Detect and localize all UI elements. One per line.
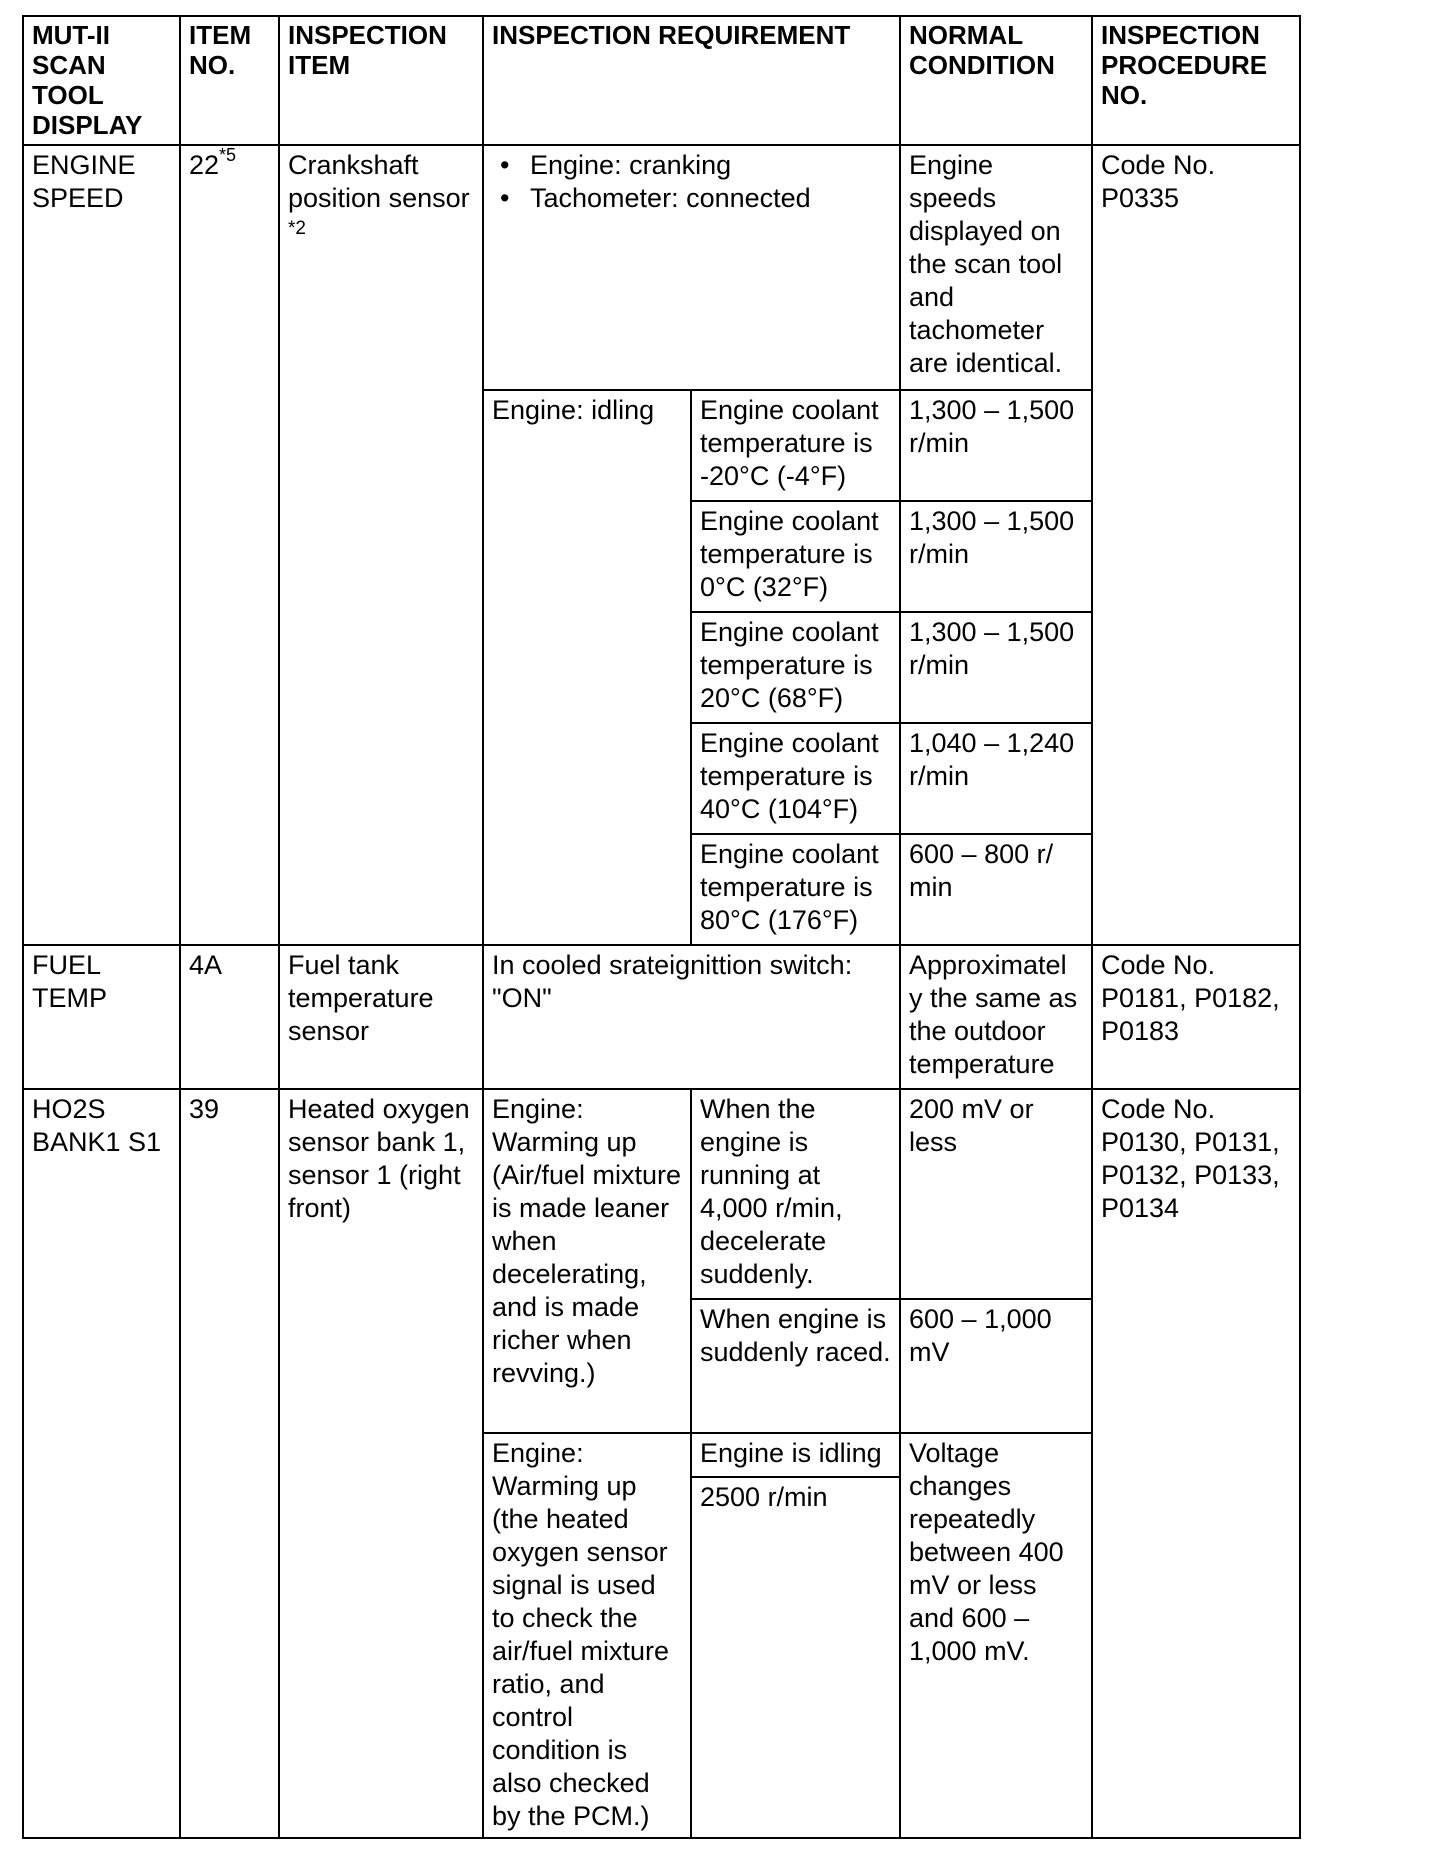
voltage-normal: Voltage changes repeatedly between 400 mV or less and 600 – 1,000 mV. <box>900 1433 1092 1838</box>
table-row <box>23 1089 1300 1299</box>
header-inspection-procedure: INSPECTION PROCEDURE NO. <box>1092 16 1300 145</box>
coolant-normal: 1,300 – 1,500 r/min <box>900 501 1092 612</box>
table-row <box>23 945 1300 1089</box>
fuel-temp-procedure: Code No. P0181, P0182, P0183 <box>1092 945 1300 1089</box>
coolant-normal: 1,300 – 1,500 r/min <box>900 390 1092 501</box>
header-inspection-requirement: INSPECTION REQUIREMENT <box>483 16 900 145</box>
engine-speed-item <box>279 145 483 945</box>
coolant-condition: Engine coolant temperature is 20°C (68°F) <box>691 612 900 723</box>
ho2s-item: Heated oxygen sensor bank 1, sensor 1 (right front) <box>279 1089 483 1838</box>
cranking-normal: Engine speeds displayed on the scan tool and tachometer are identical. <box>900 145 1092 390</box>
race-normal: 600 – 1,000 mV <box>900 1299 1092 1433</box>
ho2s-display: HO2S BANK1 S1 <box>23 1089 180 1838</box>
fuel-temp-item: Fuel tank temperature sensor <box>279 945 483 1089</box>
list-item: • Engine: cranking <box>492 149 892 182</box>
ho2s-procedure: Code No. P0130, P0131, P0132, P0133, P0134 <box>1092 1089 1300 1838</box>
coolant-condition: Engine coolant temperature is 80°C (176°F) <box>691 834 900 945</box>
inspection-item-footnote: *2 <box>288 218 306 239</box>
race-condition: When engine is suddenly raced. <box>691 1299 900 1433</box>
list-item: • Tachometer: connected <box>492 182 892 215</box>
header-normal-condition: NORMAL CONDITION <box>900 16 1092 145</box>
ho2s-item-no: 39 <box>180 1089 279 1838</box>
table-row <box>23 145 1300 390</box>
coolant-condition: Engine coolant temperature is 40°C (104°F) <box>691 723 900 834</box>
engine-speed-display: ENGINE SPEED <box>23 145 180 945</box>
coolant-condition: Engine coolant temperature is 0°C (32°F) <box>691 501 900 612</box>
engine-speed-procedure: Code No. P0335 <box>1092 145 1300 945</box>
coolant-normal: 1,300 – 1,500 r/min <box>900 612 1092 723</box>
decel-normal: 200 mV or less <box>900 1089 1092 1299</box>
header-item-no: ITEM NO. <box>180 16 279 145</box>
rpm-condition: 2500 r/min <box>691 1477 900 1838</box>
inspection-item-label: Crankshaft position sensor <box>288 150 470 213</box>
ho2s-feedback-requirement: Engine: Warming up (the heated oxygen sensor signal is used to check the air/fuel mixture ratio, and control condition is also checked by the PCM.) <box>483 1433 691 1838</box>
cranking-requirement <box>483 145 900 390</box>
engine-speed-item-no <box>180 145 279 945</box>
ho2s-warmup-requirement: Engine: Warming up (Air/fuel mixture is made leaner when decelerating, and is made richer when revving.) <box>483 1089 691 1433</box>
header-row <box>23 16 1300 145</box>
inspection-table <box>22 15 1301 1839</box>
fuel-temp-item-no: 4A <box>180 945 279 1089</box>
item-no-footnote: *5 <box>219 145 237 165</box>
decel-condition: When the engine is running at 4,000 r/min, decelerate suddenly. <box>691 1089 900 1299</box>
fuel-temp-normal: Approximatel y the same as the outdoor temperature <box>900 945 1092 1089</box>
idle-condition: Engine is idling <box>691 1433 900 1477</box>
item-no-value: 22 <box>189 150 220 180</box>
header-scan-tool-display: MUT-II SCAN TOOL DISPLAY <box>23 16 180 145</box>
coolant-normal: 600 – 800 r/ min <box>900 834 1092 945</box>
coolant-condition: Engine coolant temperature is -20°C (-4°F) <box>691 390 900 501</box>
requirement-bullet-list <box>492 149 892 215</box>
fuel-temp-display: FUEL TEMP <box>23 945 180 1089</box>
idling-requirement: Engine: idling <box>483 390 691 945</box>
header-inspection-item: INSPECTION ITEM <box>279 16 483 145</box>
fuel-temp-requirement: In cooled srateignittion switch: "ON" <box>483 945 900 1089</box>
coolant-normal: 1,040 – 1,240 r/min <box>900 723 1092 834</box>
